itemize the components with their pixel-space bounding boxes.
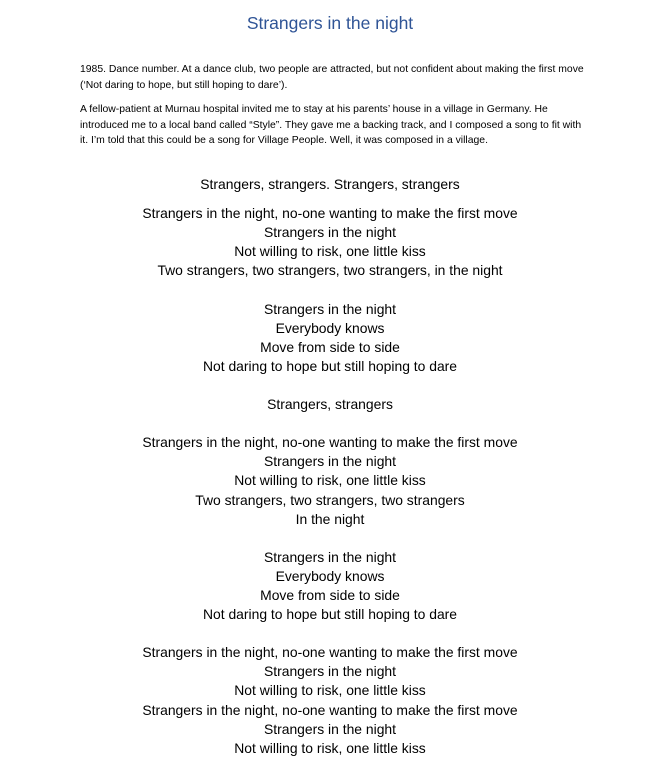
lyric-line: Strangers, strangers — [267, 396, 393, 413]
lyric-stanza — [0, 548, 660, 624]
lyric-line: Not willing to risk, one little kiss — [234, 682, 426, 699]
lyric-stanza — [0, 395, 660, 414]
lyric-line: Strangers, strangers. Strangers, strangers — [200, 176, 460, 192]
lyric-line: Strangers in the night, no-one wanting to make the first move — [142, 205, 518, 222]
lyric-line: Strangers in the night — [263, 300, 397, 317]
lyric-line: Strangers in the night, no-one wanting to make the first move — [142, 701, 518, 718]
lyric-line: Everybody knows — [275, 567, 385, 584]
intro-paragraph-2 — [80, 102, 590, 149]
lyric-line: Not daring to hope but still hoping to dare — [202, 357, 458, 374]
lyric-line: Move from side to side — [260, 338, 400, 355]
lyric-stanza — [0, 175, 660, 194]
intro-text: 1985. Dance number. At a dance club, two people are attracted, but not confident about making the first move (‘Not daring to hope, but still hoping to dare’). — [80, 64, 584, 91]
lyric-line: Strangers in the night, no-one wanting to make the first move — [142, 644, 518, 661]
lyric-line: Strangers in the night — [263, 663, 397, 680]
intro-text: A fellow-patient at Murnau hospital invited me to stay at his parents’ house in a village in Germany. He introduced me to a local band called “Style”. They gave me a backing track, and I composed a song to fit with it. I’m told that this could be a song for Village People. Well, it was composed in a village. — [80, 104, 582, 146]
lyric-stanza — [0, 643, 660, 758]
intro-paragraph-1 — [80, 62, 590, 93]
lyric-line: Not willing to risk, one little kiss — [234, 739, 426, 756]
lyrics-block — [0, 175, 660, 777]
lyric-line: Strangers in the night, no-one wanting to make the first move — [142, 434, 518, 451]
lyric-stanza — [0, 300, 660, 376]
lyric-line: Not willing to risk, one little kiss — [234, 243, 426, 260]
lyric-line: Two strangers, two strangers, two strangers — [195, 491, 465, 508]
lyric-stanza — [0, 433, 660, 528]
lyric-line: Not willing to risk, one little kiss — [234, 472, 426, 489]
lyric-stanza — [0, 204, 660, 280]
lyric-line: Everybody knows — [275, 319, 385, 336]
lyric-line: Strangers in the night — [263, 453, 397, 470]
lyric-line: Strangers in the night — [263, 548, 397, 565]
lyric-line: Move from side to side — [260, 586, 400, 603]
lyric-line: In the night — [295, 510, 365, 527]
document-title: Strangers in the night — [246, 13, 414, 33]
lyric-line: Two strangers, two strangers, two strangers, in the night — [157, 262, 503, 279]
lyric-line: Not daring to hope but still hoping to dare — [202, 606, 458, 623]
lyric-line: Strangers in the night — [263, 224, 397, 241]
lyric-line: Strangers in the night — [263, 720, 397, 737]
